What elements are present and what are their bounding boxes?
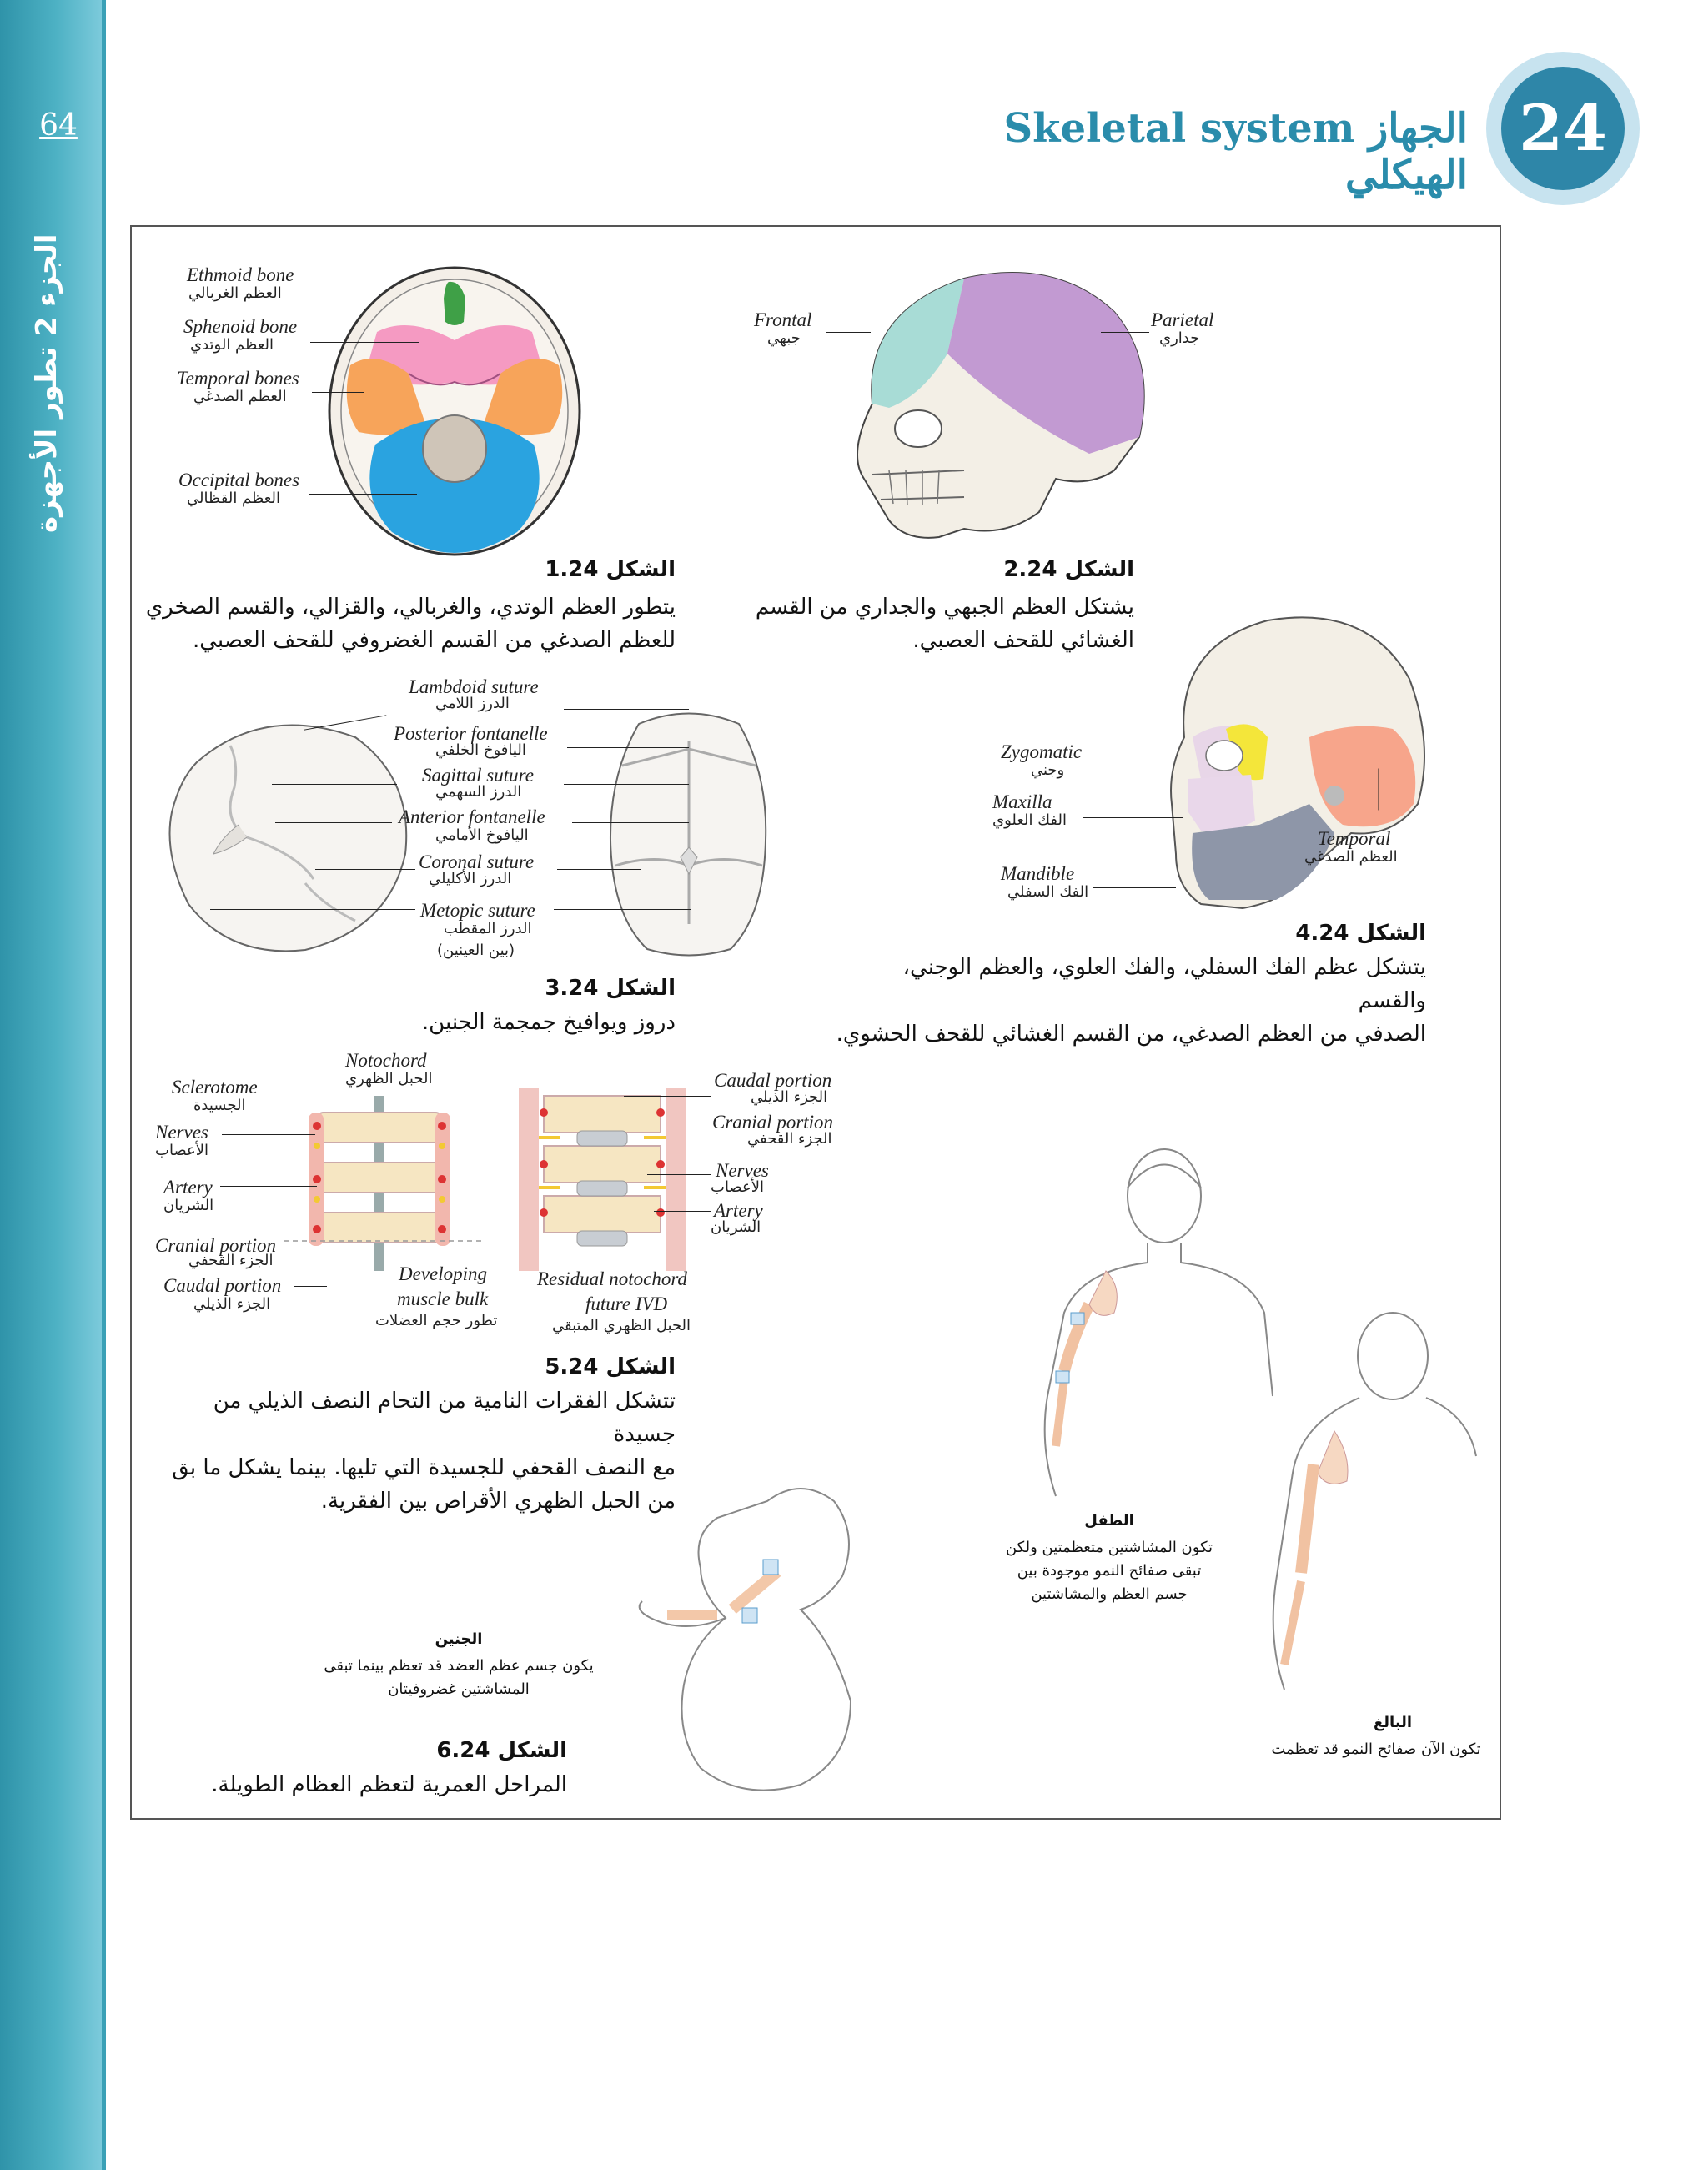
fig2-caption-line: الغشائي للقحف العصبي. (912, 628, 1134, 653)
fig4-caption-number: الشكل 4.24 (1295, 921, 1426, 946)
part-title: الجزء 2 تطور الأجهزة (30, 234, 63, 534)
leader-nerves-left (222, 1134, 315, 1135)
label-zygomatic-ar: وجني (1031, 761, 1065, 779)
label-sphenoid-ar: العظم الوتدي (190, 336, 274, 354)
label-artery-left: Artery (163, 1177, 213, 1198)
chapter-title: Skeletal system الجهاز الهيكلي (1003, 105, 1468, 198)
label-parietal-ar: جداري (1159, 329, 1200, 347)
sidebar-divider (102, 0, 106, 2170)
label-lambdoid: Lambdoid suture (409, 676, 539, 697)
label-parietal: Parietal (1151, 309, 1214, 330)
label-artery-right-ar: الشريان (711, 1218, 761, 1236)
label-nerves-left-ar: الأعصاب (155, 1142, 209, 1159)
lateral-skull-illustration (839, 262, 1156, 545)
label-lambdoid-ar: الدرز اللامي (435, 695, 510, 712)
label-developing: Developing (399, 1263, 488, 1284)
label-cranial-portion-right-ar: الجزء القحفي (747, 1130, 832, 1148)
fig1-caption (133, 590, 676, 657)
leader-parietal (1101, 332, 1149, 333)
label-sphenoid: Sphenoid bone (183, 316, 298, 337)
fig3-caption (367, 1006, 676, 1039)
label-cranial-portion-left: Cranial portion (155, 1235, 277, 1256)
label-nerves-right-ar: الأعصاب (711, 1178, 765, 1196)
fig2-caption (734, 590, 1134, 657)
skull-base-illustration (325, 265, 584, 557)
label-cranial-portion-left-ar: الجزء القحفي (188, 1252, 274, 1269)
child-description-line: جسم العظم والمشاشتين (1031, 1585, 1188, 1603)
label-sagittal: Sagittal suture (422, 765, 534, 786)
leader-metopic-r (554, 909, 691, 910)
label-posterior-fontanelle-ar: اليافوخ الخلفي (435, 741, 526, 759)
fetus-description (300, 1655, 617, 1701)
label-temporal-bones: Temporal bones (177, 368, 299, 389)
leader-temporal-bones (312, 392, 364, 393)
adult-description (1251, 1738, 1501, 1761)
leader-anterior-fontanelle-r (572, 822, 689, 823)
label-notochord: Notochord (345, 1050, 427, 1071)
label-anterior-fontanelle-ar: اليافوخ الأمامي (435, 826, 529, 844)
label-artery-left-ar: الشريان (163, 1197, 214, 1214)
leader-nerves-right (647, 1174, 711, 1175)
leader-occipital (309, 494, 417, 495)
leader-lambdoid-r (564, 709, 689, 710)
label-coronal-ar: الدرز الأكليلي (429, 870, 512, 887)
fig5-caption-line: من الحبل الظهري الأقراص بين الفقرية. (320, 1489, 676, 1514)
adult-illustration (1268, 1306, 1484, 1698)
label-sclerotome-ar: الجسيدة (193, 1097, 246, 1114)
leader-posterior-fontanelle-r (567, 747, 689, 748)
leader-artery-left (220, 1186, 317, 1187)
label-posterior-fontanelle: Posterior fontanelle (394, 723, 548, 744)
label-caudal-portion-right-ar: الجزء الذيلي (751, 1088, 828, 1106)
label-sclerotome: Sclerotome (172, 1077, 258, 1098)
leader-maxilla (1083, 817, 1183, 818)
fig5-caption-number: الشكل 5.24 (545, 1354, 676, 1379)
fig1-caption-line: للعظم الصدغي من القسم الغضروفي للقحف العصبي. (192, 628, 676, 653)
label-residual-notochord: Residual notochord (537, 1268, 687, 1289)
label-metopic-note: (بين العينين) (437, 942, 515, 959)
label-anterior-fontanelle: Anterior fontanelle (399, 806, 545, 827)
label-caudal-portion-left: Caudal portion (163, 1275, 282, 1296)
fig4-caption (834, 951, 1426, 1051)
fetal-skull-top-illustration (605, 707, 772, 957)
leader-metopic (210, 909, 415, 910)
fig2-caption-line: يشتكل العظم الجبهي والجداري من القسم (755, 595, 1134, 620)
label-zygomatic: Zygomatic (1001, 741, 1083, 762)
fetus-illustration (634, 1484, 884, 1801)
chapter-number-badge: 24 (1501, 67, 1625, 190)
label-coronal: Coronal suture (419, 851, 535, 872)
label-developing-ar: تطور حجم العضلات (375, 1312, 498, 1329)
fetus-title: الجنين (435, 1630, 483, 1648)
label-ethmoid-ar: العظم الغربالي (188, 284, 282, 302)
leader-frontal (826, 332, 871, 333)
page-number: 64 (39, 108, 78, 143)
vertebrae-development-right (519, 1088, 686, 1271)
fig5-caption (158, 1384, 676, 1518)
fig4-caption-line: يتشكل عظم الفك السفلي، والفك العلوي، والعظم الوجني، والقسم (902, 955, 1426, 1013)
facial-skull-illustration (1143, 612, 1426, 912)
label-artery-right: Artery (714, 1200, 763, 1221)
label-nerves-right: Nerves (716, 1160, 769, 1181)
label-mandible: Mandible (1001, 863, 1075, 884)
child-title: الطفل (1084, 1512, 1134, 1530)
label-nerves-left: Nerves (155, 1122, 208, 1143)
leader-sphenoid (310, 342, 419, 343)
fetus-description-line: المشاشتين غضروفيتان (388, 1680, 530, 1698)
fig6-caption-number: الشكل 6.24 (436, 1738, 567, 1763)
label-metopic: Metopic suture (420, 900, 535, 921)
fig3-caption-number: الشكل 3.24 (545, 976, 676, 1001)
label-frontal-ar: جبهي (767, 329, 801, 347)
leader-artery-right (654, 1211, 711, 1212)
fig4-caption-line: الصدفي من العظم الصدغي، من القسم الغشائي للقحف الحشوي. (836, 1022, 1426, 1047)
label-caudal-portion-right: Caudal portion (714, 1070, 832, 1091)
fetal-skull-side-illustration (163, 712, 414, 954)
fig3-caption-line: دروز ويوافيخ جمجمة الجنين. (421, 1010, 676, 1035)
fig2-caption-number: الشكل 2.24 (1003, 557, 1134, 582)
adult-title: البالغ (1373, 1714, 1413, 1731)
label-ethmoid: Ethmoid bone (187, 264, 294, 285)
fig6-caption-line: المراحل العمرية لتعظم العظام الطويلة. (211, 1772, 567, 1797)
label-occipital-ar: العظم القظالي (187, 490, 280, 507)
leader-caudal-portion-right (624, 1096, 711, 1097)
leader-caudal-portion-left (294, 1286, 327, 1287)
leader-anterior-fontanelle (275, 822, 392, 823)
label-caudal-portion-left-ar: الجزء الذيلي (193, 1295, 271, 1313)
fig5-caption-line: تتشكل الفقرات النامية من التحام النصف الذيلي من جسيدة (213, 1389, 676, 1447)
label-sagittal-ar: الدرز السهمي (435, 783, 522, 801)
label-frontal: Frontal (754, 309, 812, 330)
adult-description-line: تكون الآن صفائح النمو قد تعظمت (1271, 1741, 1481, 1758)
label-residual-notochord-ar: الحبل الظهري المتبقي (552, 1317, 691, 1334)
label-future-ivd: future IVD (585, 1293, 668, 1314)
leader-coronal-r (557, 869, 640, 870)
leader-sagittal (272, 784, 397, 785)
fig5-caption-line: مع النصف القحفي للجسيدة التي تليها. بينما يشكل ما بق (172, 1455, 676, 1480)
fig6-caption (183, 1768, 567, 1801)
leader-sagittal-r (564, 784, 689, 785)
label-cranial-portion-right: Cranial portion (712, 1112, 834, 1133)
label-temporal-ar: العظم الصدغي (1304, 848, 1398, 866)
child-description-line: تكون المشاشتين متعظمتين ولكن (1005, 1539, 1213, 1556)
label-temporal: Temporal (1318, 828, 1391, 849)
fig1-caption-number: الشكل 1.24 (545, 557, 676, 582)
vertebrae-development-left (300, 1096, 467, 1271)
label-metopic-ar: الدرز المقطب (444, 920, 532, 937)
label-maxilla-ar: الفك العلوي (992, 811, 1067, 829)
label-muscle-bulk: muscle bulk (397, 1288, 489, 1309)
child-illustration (1022, 1146, 1306, 1513)
label-maxilla: Maxilla (992, 791, 1052, 812)
label-occipital: Occipital bones (178, 470, 299, 490)
label-temporal-bones-ar: العظم الصدغي (193, 388, 287, 405)
label-mandible-ar: الفك السفلي (1007, 883, 1089, 901)
fetus-description-line: يكون جسم عظم العضد قد تعظم بينما تبقى (324, 1657, 594, 1675)
child-description (984, 1536, 1234, 1606)
label-notochord-ar: الحبل الظهري (345, 1070, 433, 1088)
leader-mandible (1093, 887, 1176, 888)
child-description-line: تبقى صفائح النمو موجودة بين (1017, 1562, 1202, 1580)
fig1-caption-line: يتطور العظم الوتدي، والغربالي، والقزالي، والقسم الصخري (145, 595, 676, 620)
leader-coronal (315, 869, 415, 870)
